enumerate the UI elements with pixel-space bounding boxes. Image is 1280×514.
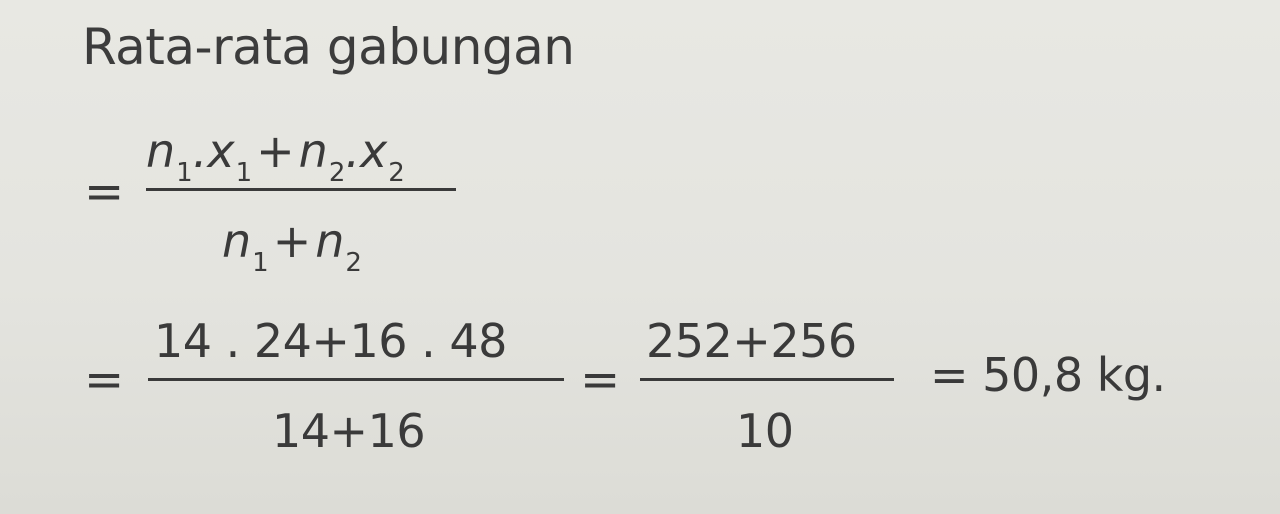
fraction2-denominator: 10 <box>736 404 794 458</box>
plus-operator: + <box>272 214 312 268</box>
plus-operator: + <box>256 124 295 178</box>
fraction1-bar <box>148 378 564 381</box>
symbol-n2: n <box>315 214 345 268</box>
computation-equals-sign-1: = <box>84 352 125 408</box>
final-result: = 50,8 kg. <box>930 348 1166 402</box>
subscript-1: 1 <box>235 158 253 188</box>
dot-operator: . <box>192 124 208 178</box>
dot-operator: . <box>345 124 360 178</box>
symbol-x2: x <box>359 124 388 178</box>
fraction1-numerator: 14 . 24+16 . 48 <box>154 314 507 368</box>
fraction2-bar <box>640 378 894 381</box>
subscript-2: 2 <box>345 248 362 278</box>
subscript-2: 2 <box>328 158 346 188</box>
symbol-x1: x <box>207 124 235 178</box>
fraction2-numerator: 252+256 <box>646 314 857 368</box>
symbol-n1: n <box>222 214 252 268</box>
formula-denominator <box>222 214 362 278</box>
computation-equals-sign-2: = <box>580 352 621 408</box>
heading-combined-mean: Rata-rata gabungan <box>82 18 575 76</box>
symbol-n2: n <box>298 124 328 178</box>
subscript-1: 1 <box>252 248 269 278</box>
subscript-2: 2 <box>388 158 405 188</box>
formula-fraction-bar <box>146 188 456 191</box>
formula-numerator <box>146 124 405 188</box>
subscript-1: 1 <box>176 158 193 188</box>
symbol-n1: n <box>146 124 176 178</box>
fraction1-denominator: 14+16 <box>272 404 426 458</box>
formula-equals-sign: = <box>84 164 125 220</box>
